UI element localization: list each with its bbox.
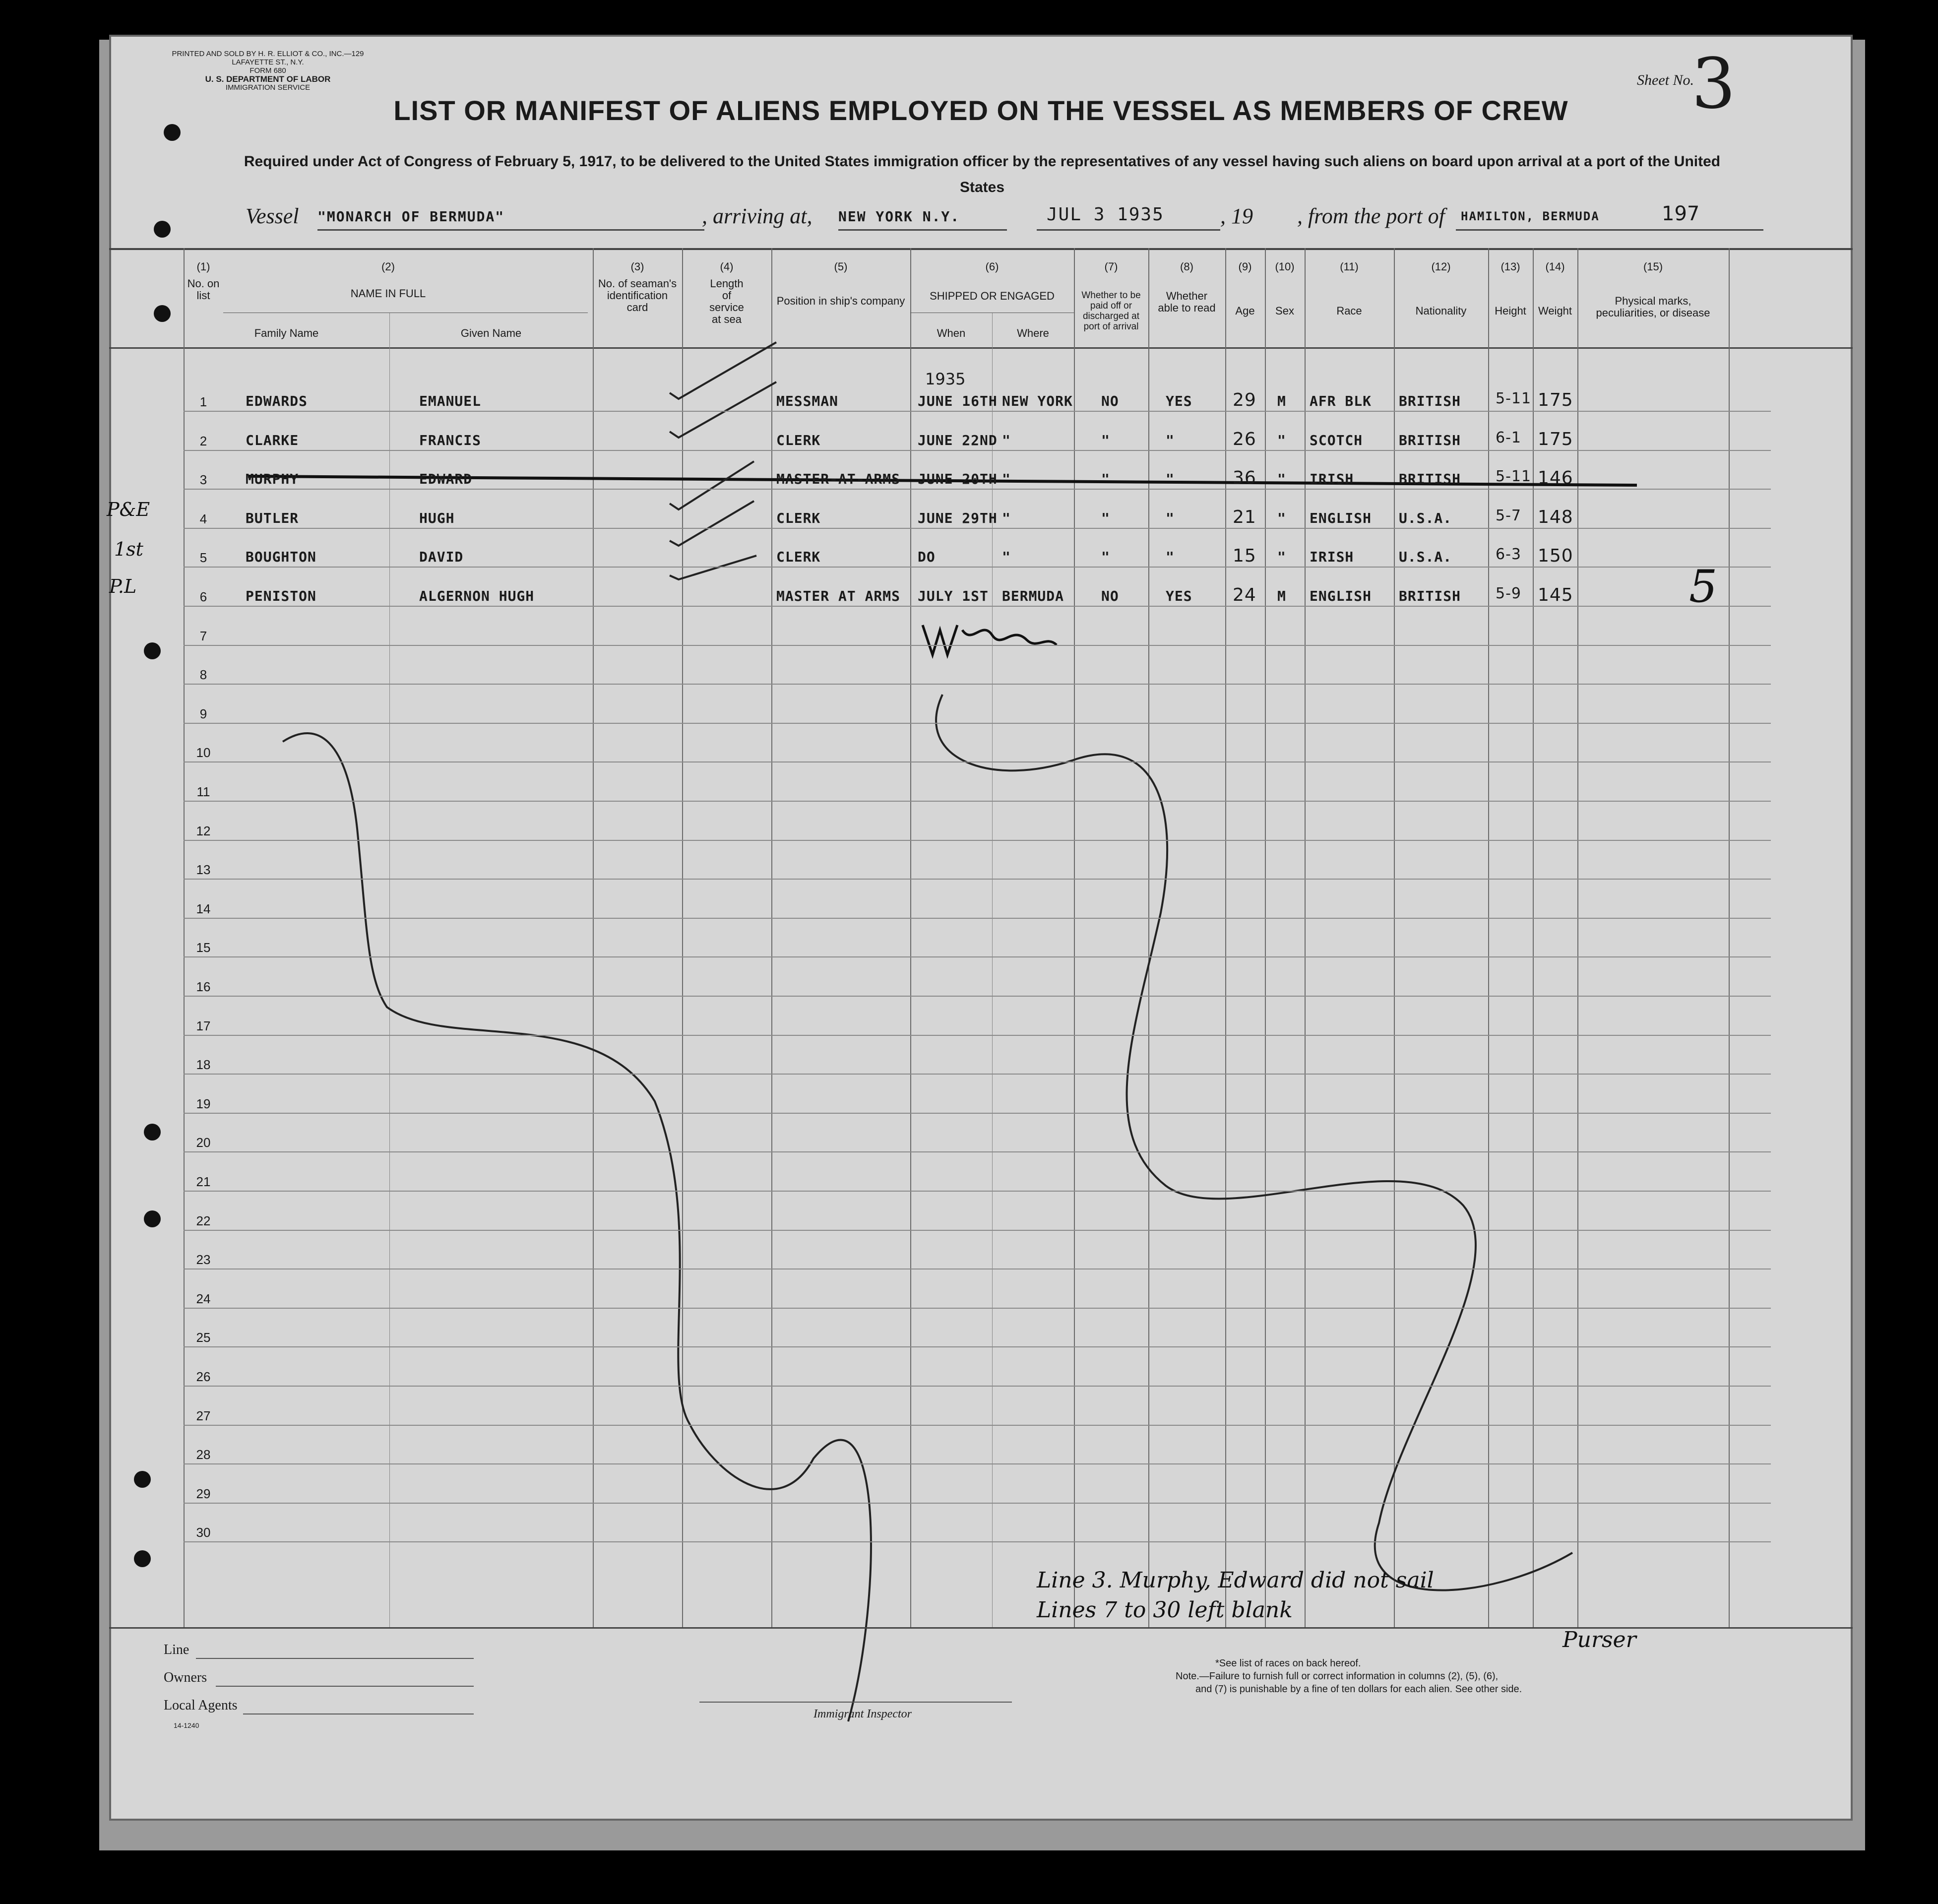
row-number: 15 (196, 940, 211, 955)
races-note: *See list of races on back hereof. (1215, 1658, 1361, 1669)
row-rule (184, 1113, 1771, 1114)
row-where: " (1002, 471, 1011, 488)
row-given-name: FRANCIS (419, 432, 482, 448)
row-read: " (1166, 549, 1175, 566)
arriving-label: , arriving at, (702, 204, 813, 228)
check-mark (670, 461, 754, 509)
row-sex: M (1277, 588, 1286, 604)
col-header-no: No. on list (187, 277, 220, 302)
row-rule (184, 1425, 1771, 1426)
row-nationality: U.S.A. (1399, 509, 1452, 526)
col-num-8: (8) (1180, 260, 1193, 273)
row-position: CLERK (776, 509, 821, 526)
sheet-no-label: Sheet No. (1637, 72, 1694, 88)
owners-label: Owners (164, 1670, 207, 1685)
row-position: MESSMAN (776, 393, 839, 409)
arriving-port: NEW YORK N.Y. (838, 208, 960, 225)
col-num-2: (2) (381, 260, 395, 273)
row-number: 17 (196, 1018, 211, 1033)
col-header-service: Length of service at sea (709, 277, 744, 325)
row-where: " (1002, 509, 1011, 526)
col-header-position: Position in ship's company (776, 295, 905, 307)
manifest-sheet (109, 35, 1853, 1821)
row-rule (184, 723, 1771, 724)
row-race: AFR BLK (1310, 393, 1372, 409)
row-number: 29 (196, 1486, 211, 1501)
inspector-label: Immigrant Inspector (813, 1708, 912, 1720)
from-label: , from the port of (1297, 204, 1445, 228)
row-age: 24 (1233, 585, 1256, 605)
row-weight: 146 (1538, 468, 1573, 489)
row-number: 12 (196, 823, 211, 838)
row-weight: 150 (1538, 546, 1573, 567)
row-sex: " (1277, 549, 1286, 566)
right-margin-note: 5 (1689, 561, 1718, 613)
row-paid-off: " (1101, 549, 1110, 566)
date-stamp: JUL 3 1935 (1047, 204, 1164, 225)
row-rule (184, 567, 1771, 568)
row-age: 15 (1233, 546, 1256, 567)
department: U. S. DEPARTMENT OF LABOR (205, 74, 331, 84)
col-num-5: (5) (834, 260, 848, 273)
row-position: CLERK (776, 432, 821, 448)
row-given-name: EMANUEL (419, 393, 482, 409)
col-num-11: (11) (1340, 260, 1359, 273)
row-race: ENGLISH (1310, 509, 1372, 526)
row-family-name: BUTLER (246, 509, 299, 526)
row-rule (184, 1151, 1771, 1152)
cancel-stroke (936, 695, 1572, 1590)
row-number: 25 (196, 1330, 211, 1345)
row-rule (184, 918, 1771, 919)
row-read: " (1166, 471, 1175, 488)
col-header-age: Age (1235, 305, 1255, 317)
col-header-weight: Weight (1538, 305, 1572, 317)
local-agents-label: Local Agents (164, 1698, 238, 1713)
row-position: MASTER AT ARMS (776, 588, 901, 604)
row-number: 9 (199, 706, 207, 721)
row-read: " (1166, 432, 1175, 448)
col-num-3: (3) (630, 260, 644, 273)
col-header-sex: Sex (1275, 305, 1294, 317)
row-when: DO (918, 549, 936, 566)
row-number: 8 (199, 667, 207, 683)
row-when: JULY 1ST (918, 588, 989, 604)
row-paid-off: NO (1101, 588, 1119, 604)
row-given-name: HUGH (419, 509, 455, 526)
row-where: BERMUDA (1002, 588, 1064, 604)
col-num-4: (4) (720, 260, 734, 273)
check-mark (670, 382, 776, 438)
row-rule (184, 840, 1771, 841)
service: IMMIGRATION SERVICE (225, 83, 311, 92)
row-rule (184, 684, 1771, 685)
purser-signature: Purser (1563, 1627, 1636, 1652)
row-when: JUNE 16TH (918, 393, 998, 409)
row-read: YES (1166, 393, 1192, 409)
col-num-14: (14) (1545, 260, 1565, 273)
row-nationality: BRITISH (1399, 471, 1461, 488)
col-num-7: (7) (1104, 260, 1118, 273)
row-number: 2 (199, 433, 207, 448)
document-title: LIST OR MANIFEST OF ALIENS EMPLOYED ON THE VESSEL AS MEMBERS OF CREW (393, 95, 1568, 126)
row-sex: " (1277, 432, 1286, 448)
row-number: 22 (196, 1213, 211, 1228)
margin-note: P.L (109, 575, 137, 597)
row-rule (184, 956, 1771, 957)
col-header-height: Height (1495, 305, 1526, 317)
manifest-number: 197 (1662, 202, 1700, 225)
row-age: 29 (1233, 390, 1256, 410)
row-weight: 145 (1538, 585, 1573, 605)
row-number: 13 (196, 862, 211, 878)
row-race: ENGLISH (1310, 588, 1372, 604)
row-height: 5-7 (1496, 507, 1521, 524)
row-rule (184, 996, 1771, 997)
row-number: 19 (196, 1096, 211, 1111)
row-rule (184, 1230, 1771, 1231)
printer-line: PRINTED AND SOLD BY H. R. ELLIOT & CO., INC.—129 LAFAYETTE ST., N.Y. (172, 50, 364, 66)
annotations-layer (109, 35, 1853, 1821)
row-number: 24 (196, 1291, 211, 1306)
row-rule (184, 606, 1771, 607)
penalty-note-1: Note.—Failure to furnish full or correct information in columns (2), (5), (6), (1176, 1671, 1499, 1682)
row-rule (184, 801, 1771, 802)
row-family-name: MURPHY (246, 471, 299, 488)
col-header-race: Race (1336, 305, 1362, 317)
row-family-name: BOUGHTON (246, 549, 316, 566)
row-rule (184, 1308, 1771, 1309)
row-rule (184, 879, 1771, 880)
col-header-paid-off: Whether to be paid off or discharged at port of arrival (1081, 290, 1141, 332)
row-race: IRISH (1310, 549, 1354, 566)
col-num-10: (10) (1275, 260, 1295, 273)
margin-note: 1st (114, 538, 143, 560)
row-number: 23 (196, 1252, 211, 1268)
row-number: 5 (199, 550, 207, 566)
row-nationality: U.S.A. (1399, 549, 1452, 566)
col-num-13: (13) (1500, 260, 1520, 273)
row-rule (184, 1074, 1771, 1075)
row-number: 26 (196, 1369, 211, 1384)
row-paid-off: " (1101, 509, 1110, 526)
row-nationality: BRITISH (1399, 588, 1461, 604)
row-where: NEW YORK (1002, 393, 1073, 409)
col-num-1: (1) (196, 260, 210, 273)
row-rule (184, 1463, 1771, 1464)
row-read: YES (1166, 588, 1192, 604)
sheet-no-value: 3 (1691, 44, 1736, 125)
row-rule (184, 528, 1771, 529)
row-weight: 148 (1538, 507, 1573, 527)
vessel-name: "MONARCH OF BERMUDA" (317, 208, 505, 225)
handwritten-note: Line 3. Murphy, Edward did not sail (1037, 1568, 1434, 1593)
row-number: 21 (196, 1174, 211, 1189)
year-label: , 19 (1220, 204, 1253, 228)
row-number: 3 (199, 472, 207, 488)
row-height: 6-1 (1496, 429, 1521, 446)
col-num-15: (15) (1643, 260, 1663, 273)
vessel-label: Vessel (246, 204, 299, 228)
document-subtitle: Required under Act of Congress of February 5, 1917, to be delivered to the United States immigration officer by the representatives of any vessel having such aliens on board upon arrival at a port of the United States (244, 153, 1721, 195)
row-number: 30 (196, 1525, 211, 1540)
row-weight: 175 (1538, 390, 1573, 410)
row-when: JUNE 20TH (918, 471, 998, 488)
row-rule (184, 411, 1771, 412)
row-rule (184, 1503, 1771, 1504)
form-number: FORM 680 (250, 66, 286, 75)
col-header-shipped: SHIPPED OR ENGAGED (930, 290, 1055, 302)
col-header-given: Given Name (460, 327, 522, 339)
row-where: " (1002, 549, 1011, 566)
row-paid-off: " (1101, 432, 1110, 448)
row-given-name: EDWARD (419, 471, 473, 488)
row-rule (184, 1346, 1771, 1347)
row-number: 28 (196, 1447, 211, 1462)
col-num-9: (9) (1238, 260, 1252, 273)
row-race: IRISH (1310, 471, 1354, 488)
row-when: JUNE 22ND (918, 432, 998, 448)
form-code: 14-1240 (174, 1721, 199, 1729)
col-num-12: (12) (1431, 260, 1451, 273)
row-when: JUNE 29TH (918, 509, 998, 526)
col-header-where: Where (1017, 327, 1049, 339)
row-number: 4 (199, 511, 207, 526)
row-rule (184, 645, 1771, 646)
row-number: 6 (199, 589, 207, 604)
row-family-name: CLARKE (246, 432, 299, 448)
row-number: 1 (199, 394, 207, 409)
row-number: 20 (196, 1135, 211, 1150)
row-given-name: DAVID (419, 549, 464, 566)
row-sex: " (1277, 471, 1286, 488)
row-rule (184, 1386, 1771, 1387)
row-number: 11 (196, 784, 210, 799)
col-header-when: When (937, 327, 966, 339)
row-height: 5-9 (1496, 585, 1521, 602)
col-header-nationality: Nationality (1415, 305, 1467, 317)
handwritten-note: Lines 7 to 30 left blank (1037, 1597, 1293, 1623)
row-age: 26 (1233, 429, 1256, 449)
row-nationality: BRITISH (1399, 432, 1461, 448)
row-weight: 175 (1538, 429, 1573, 449)
penalty-note-2: and (7) is punishable by a fine of ten dollars for each alien. See other side. (1195, 1684, 1522, 1695)
col-header-id-card: No. of seaman's identification card (598, 277, 677, 314)
row-family-name: EDWARDS (246, 393, 308, 409)
line-label: Line (164, 1642, 189, 1657)
row-number: 27 (196, 1408, 211, 1423)
row-number: 16 (196, 979, 211, 994)
row-where: " (1002, 432, 1011, 448)
row-height: 6-3 (1496, 546, 1521, 564)
row-number: 14 (196, 901, 211, 916)
col-header-read: Whether able to read (1158, 290, 1216, 314)
row-read: " (1166, 509, 1175, 526)
row-sex: " (1277, 509, 1286, 526)
row-rule (184, 1191, 1771, 1192)
row-paid-off: " (1101, 471, 1110, 488)
col-header-name: NAME IN FULL (350, 287, 426, 300)
row-number: 18 (196, 1057, 211, 1073)
row-number: 7 (199, 628, 207, 643)
year-note: 1935 (925, 370, 966, 388)
row-height: 5-11 (1496, 468, 1532, 486)
row-age: 36 (1233, 468, 1256, 489)
row-rule (184, 489, 1771, 490)
row-rule (184, 1035, 1771, 1036)
col-num-6: (6) (985, 260, 999, 273)
inspector-signature (923, 625, 1057, 655)
row-number: 10 (196, 745, 211, 761)
row-given-name: ALGERNON HUGH (419, 588, 535, 604)
row-race: SCOTCH (1310, 432, 1363, 448)
cancel-stroke (283, 733, 871, 1721)
margin-note: P&E (107, 499, 150, 520)
from-port: HAMILTON, BERMUDA (1461, 209, 1600, 223)
row-age: 21 (1233, 507, 1256, 527)
row-sex: M (1277, 393, 1286, 409)
row-position: MASTER-AT-ARMS (776, 471, 901, 488)
row-paid-off: NO (1101, 393, 1119, 409)
row-rule (184, 450, 1771, 451)
row-family-name: PENISTON (246, 588, 316, 604)
row-rule (184, 1541, 1771, 1542)
row-position: CLERK (776, 549, 821, 566)
row-height: 5-11 (1496, 390, 1532, 407)
row-nationality: BRITISH (1399, 393, 1461, 409)
col-header-marks: Physical marks, peculiarities, or disease (1596, 295, 1710, 319)
col-header-family: Family Name (254, 327, 319, 339)
